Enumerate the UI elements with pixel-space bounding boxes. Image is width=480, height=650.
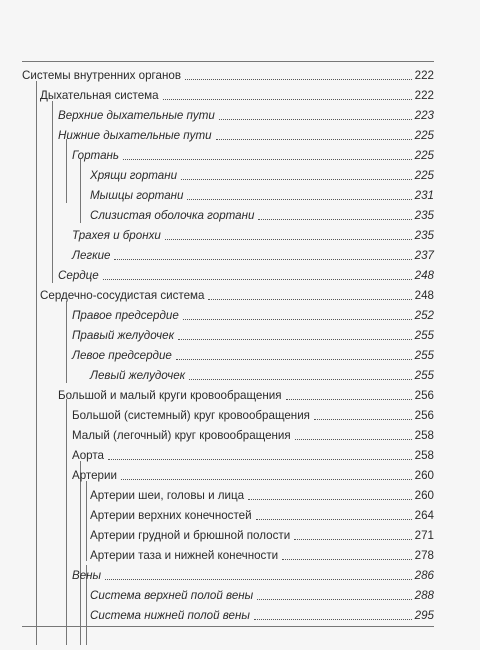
entry-page: 248	[414, 289, 434, 302]
list-item[interactable]	[90, 203, 434, 223]
entry-page: 256	[414, 389, 434, 402]
dot-leader	[165, 239, 412, 240]
list-item[interactable]	[72, 343, 434, 363]
list-item[interactable]	[72, 143, 434, 163]
dot-leader	[208, 299, 411, 300]
dot-leader	[282, 559, 412, 560]
entry-title: Большой (системный) круг кровообращения	[72, 409, 310, 422]
bracket-line	[66, 301, 67, 383]
list-item[interactable]	[90, 483, 434, 503]
entry-page: 260	[414, 469, 434, 482]
entry-title: Артерии шеи, головы и лица	[90, 489, 245, 502]
dot-leader	[183, 319, 412, 320]
list-item[interactable]	[90, 183, 434, 203]
entry-page: 260	[414, 489, 434, 502]
dot-leader	[286, 399, 412, 400]
entry-title: Слизистая оболочка гортани	[90, 209, 255, 222]
list-item[interactable]	[72, 463, 434, 483]
divider-line	[22, 626, 434, 627]
dot-leader	[256, 519, 412, 520]
entry-page: 288	[414, 589, 434, 602]
entry-title: Аорта	[72, 449, 105, 462]
entry-title: Трахея и бронхи	[72, 229, 161, 242]
entry-title: Артерии	[72, 469, 117, 482]
dot-leader	[189, 379, 412, 380]
dot-leader	[163, 99, 412, 100]
dot-leader	[294, 539, 411, 540]
dot-leader	[248, 499, 412, 500]
list-item[interactable]	[72, 403, 434, 423]
entry-page: 255	[414, 329, 434, 342]
list-item[interactable]	[72, 563, 434, 583]
list-item[interactable]	[90, 583, 434, 603]
entry-page: 235	[414, 209, 434, 222]
list-item[interactable]	[58, 103, 434, 123]
entry-title: Большой и малый круги кровообращения	[58, 389, 282, 402]
entry-page: 237	[414, 249, 434, 262]
entry-title: Системы внутренних органов	[22, 69, 181, 82]
entry-page: 225	[414, 169, 434, 182]
dot-leader	[187, 199, 411, 200]
entry-page: 225	[414, 129, 434, 142]
bracket-line	[80, 159, 81, 223]
entry-page: 286	[414, 569, 434, 582]
bracket-line	[52, 101, 53, 283]
dot-leader	[314, 419, 412, 420]
entry-title: Мышцы гортани	[90, 189, 184, 202]
entry-title: Нижние дыхательные пути	[58, 129, 212, 142]
dot-leader	[105, 579, 412, 580]
entry-page: 231	[414, 189, 434, 202]
entry-title: Малый (легочный) круг кровообращения	[72, 429, 291, 442]
list-item[interactable]	[72, 323, 434, 343]
entry-page: 258	[414, 449, 434, 462]
entry-page: 264	[414, 509, 434, 522]
list-item[interactable]	[22, 63, 434, 83]
entry-title: Левый желудочек	[90, 369, 186, 382]
entry-title: Гортань	[72, 149, 120, 162]
dot-leader	[123, 159, 412, 160]
list-item[interactable]	[90, 523, 434, 543]
dot-leader	[178, 339, 412, 340]
dot-leader	[295, 439, 412, 440]
entry-title: Вены	[72, 569, 102, 582]
dot-leader	[121, 479, 412, 480]
dot-leader	[254, 619, 412, 620]
dot-leader	[181, 179, 412, 180]
list-item[interactable]	[72, 423, 434, 443]
entry-title: Артерии таза и нижней конечности	[90, 549, 279, 562]
dot-leader	[108, 459, 412, 460]
list-item[interactable]	[40, 83, 434, 103]
entry-page: 223	[414, 109, 434, 122]
entry-page: 295	[414, 609, 434, 622]
list-item[interactable]	[58, 383, 434, 403]
entry-page: 225	[414, 149, 434, 162]
bracket-line	[36, 81, 37, 283]
bracket-line	[86, 481, 87, 561]
entry-title: Артерии грудной и брюшной полости	[90, 529, 291, 542]
list-item[interactable]	[58, 123, 434, 143]
bracket-line	[80, 461, 81, 645]
dot-leader	[216, 139, 412, 140]
dot-leader	[103, 279, 412, 280]
list-item[interactable]	[72, 303, 434, 323]
entry-page: 271	[414, 529, 434, 542]
list-item[interactable]	[72, 443, 434, 463]
list-item[interactable]	[90, 363, 434, 383]
entry-title: Левое предсердие	[72, 349, 172, 362]
divider-line	[22, 61, 434, 62]
list-item[interactable]	[72, 243, 434, 263]
entry-page: 222	[414, 69, 434, 82]
entry-title: Дыхательная система	[40, 89, 159, 102]
entry-title: Легкие	[72, 249, 111, 262]
entry-page: 258	[414, 429, 434, 442]
entry-title: Правое предсердие	[72, 309, 179, 322]
dot-leader	[176, 359, 412, 360]
dot-leader	[258, 219, 411, 220]
dot-leader	[114, 259, 411, 260]
list-item[interactable]	[90, 503, 434, 523]
dot-leader	[257, 599, 411, 600]
bracket-line	[36, 281, 37, 645]
dot-leader	[219, 119, 412, 120]
bracket-line	[66, 399, 67, 645]
list-item[interactable]	[90, 163, 434, 183]
entry-title: Сердце	[58, 269, 99, 282]
dot-leader	[185, 79, 412, 80]
entry-page: 255	[414, 369, 434, 382]
list-item[interactable]	[72, 223, 434, 243]
bracket-line	[66, 139, 67, 203]
entry-title: Хрящи гортани	[90, 169, 178, 182]
entry-title: Сердечно-сосудистая система	[40, 289, 205, 302]
entry-title: Система нижней полой вены	[90, 609, 250, 622]
entry-page: 235	[414, 229, 434, 242]
entry-title: Артерии верхних конечностей	[90, 509, 252, 522]
entry-page: 278	[414, 549, 434, 562]
entry-page: 256	[414, 409, 434, 422]
list-item[interactable]	[90, 543, 434, 563]
list-item[interactable]	[90, 603, 434, 623]
entry-title: Система верхней полой вены	[90, 589, 254, 602]
entry-page: 222	[414, 89, 434, 102]
entry-page: 252	[414, 309, 434, 322]
list-item[interactable]	[40, 283, 434, 303]
entry-title: Верхние дыхательные пути	[58, 109, 215, 122]
entry-page: 248	[414, 269, 434, 282]
entry-page: 255	[414, 349, 434, 362]
entry-title: Правый желудочек	[72, 329, 175, 342]
list-item[interactable]	[58, 263, 434, 283]
